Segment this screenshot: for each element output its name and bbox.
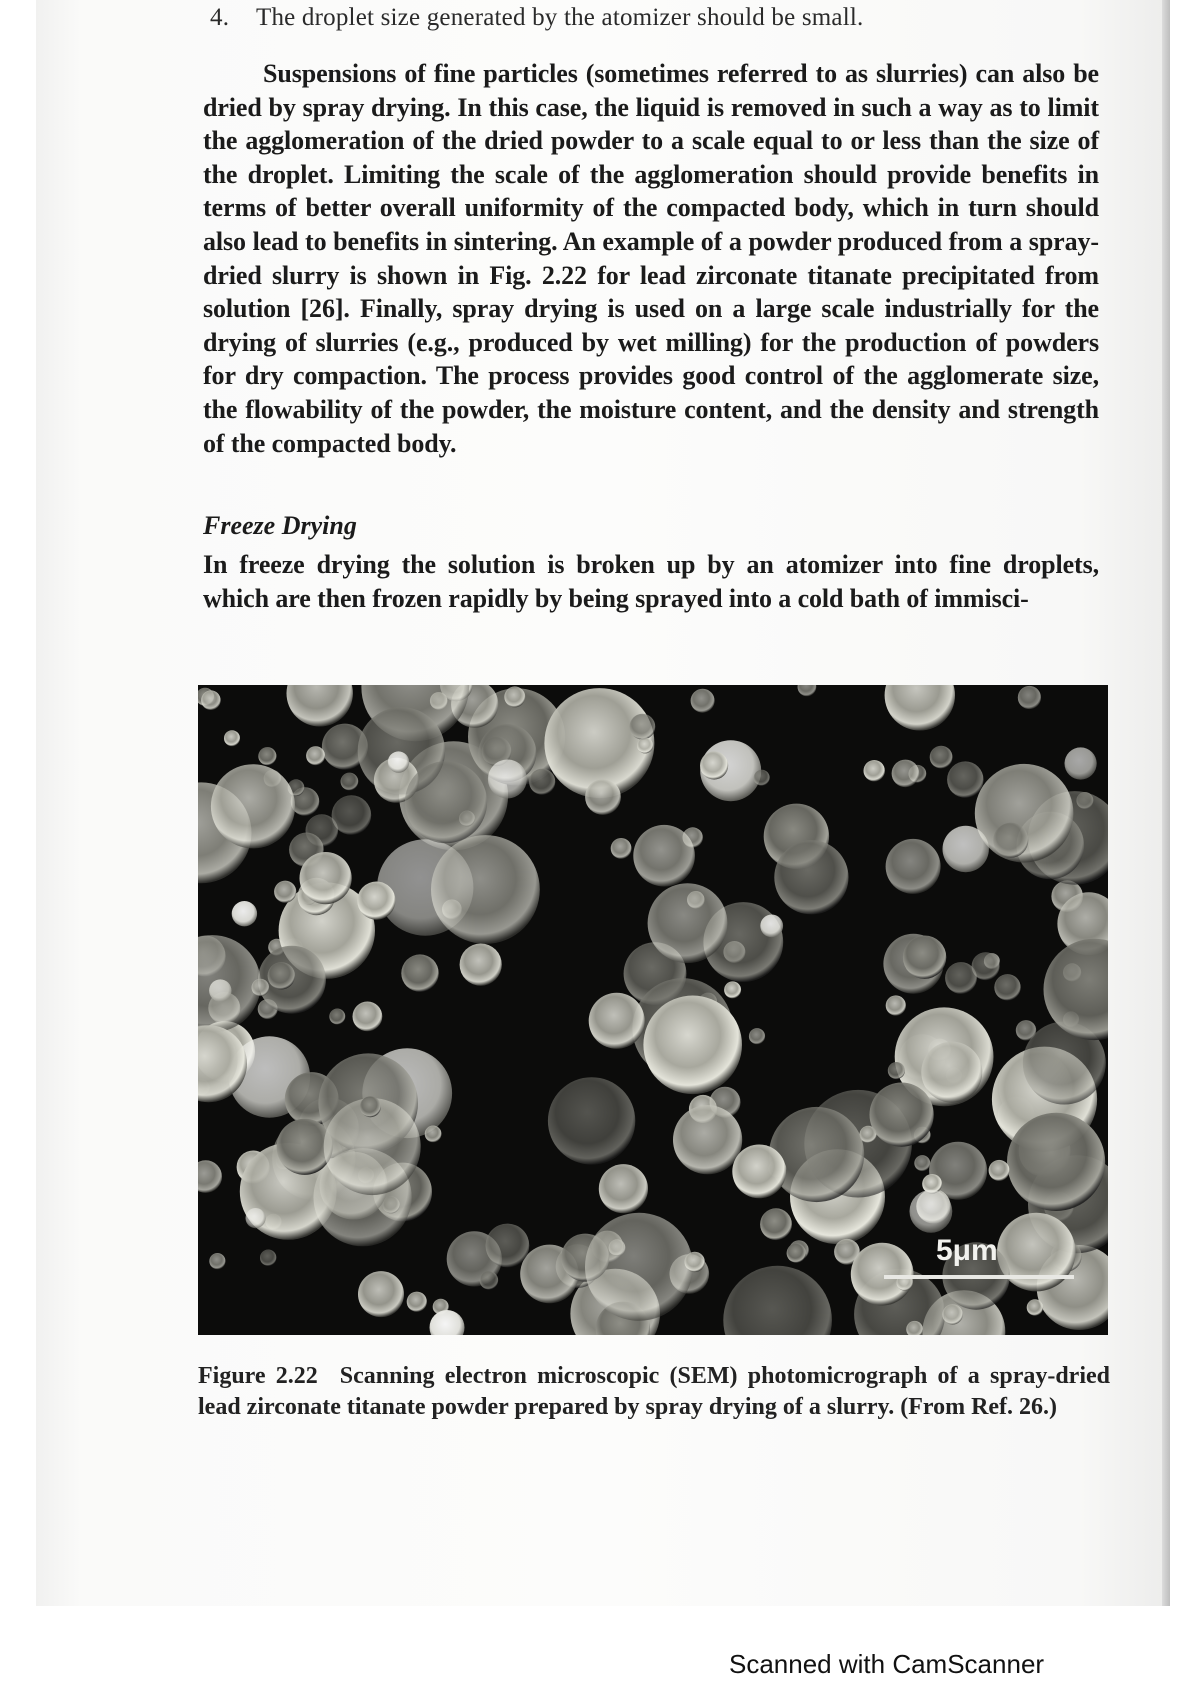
sem-particle [274, 881, 296, 903]
scale-bar-line [884, 1275, 1074, 1279]
sem-particle [405, 761, 487, 843]
sem-particle [760, 915, 783, 938]
sem-particle [611, 838, 632, 859]
sem-particle [486, 1224, 530, 1268]
page-edge-shadow [1162, 0, 1170, 1606]
sem-particle [760, 1208, 792, 1240]
sem-particle [942, 1304, 963, 1325]
sem-particle [870, 1083, 934, 1147]
sem-particle [407, 1292, 427, 1312]
sem-particle [673, 1105, 742, 1174]
sem-particle [211, 764, 295, 848]
sem-particle [1027, 1299, 1043, 1315]
sem-particle [947, 761, 983, 797]
sem-particle [258, 747, 276, 765]
sem-particle [994, 974, 1020, 1000]
sem-particle [700, 751, 728, 779]
sem-particle [930, 746, 953, 769]
sem-particle [260, 1250, 276, 1266]
paragraph-spray-drying-slurries: Suspensions of fine particles (sometimes referred to as slurries) can also be dried by spray drying. In this case, the liquid is removed in such a way as to limit the agglomeration of the dried powder to a scale equal to or less than the size of the droplet. Limiting the scale of the agglomeration should provide benefits in terms of better overall uniformity of the compacted body, which in turn should also lead to benefits in sintering. An example of a powder produced from a spray-dried slurry is shown in Fig. 2.22 for lead zirconate titanate precipitated from solution [26]. Finally, spray drying is used on a large scale industrially for the drying of slurries (e.g., produced by wet milling) for the production of powders for dry compaction. The process provides good control of the agglomerate size, the flowability of the powder, the moisture content, and the density and strength of the compacted body. [203, 59, 1099, 458]
sem-particle [732, 1145, 786, 1199]
sem-particle [504, 686, 525, 707]
sem-particle [989, 1160, 1010, 1181]
sem-particle [972, 952, 1000, 980]
sem-particle [329, 1009, 345, 1025]
sem-particle [749, 1028, 765, 1044]
sem-particle [529, 769, 555, 795]
sem-particle [724, 981, 741, 998]
sem-particle [637, 738, 653, 754]
sem-particle [633, 825, 695, 887]
sem-particle [886, 995, 906, 1015]
sem-particle [1007, 1113, 1105, 1211]
sem-particle [268, 962, 295, 989]
list-item-text: The droplet size generated by the atomizer should be small. [256, 4, 864, 31]
sem-particle [630, 714, 656, 740]
sem-particle [892, 760, 920, 788]
sem-particle [888, 1062, 905, 1079]
sem-particle [599, 1164, 648, 1213]
sem-particle [246, 1208, 266, 1228]
sem-particle [754, 770, 770, 786]
sem-particle [300, 852, 352, 904]
camscanner-watermark: Scanned with CamScanner [729, 1649, 1045, 1679]
sem-particle [774, 840, 848, 914]
section-heading-freeze-drying: Freeze Drying [203, 511, 357, 540]
sem-particle [353, 1002, 383, 1032]
sem-particle [306, 746, 325, 765]
sem-particle [685, 1252, 705, 1272]
sem-image [198, 685, 1108, 1335]
scale-bar-label: 5μm [936, 1234, 998, 1267]
sem-particle [360, 1096, 381, 1117]
sem-particle [864, 760, 885, 781]
sem-particle [993, 823, 1028, 858]
figure-label: Figure 2.22 [198, 1363, 318, 1389]
sem-particle [401, 954, 438, 991]
sem-particle [388, 751, 409, 772]
sem-particle [209, 1253, 225, 1269]
sem-photomicrograph [198, 685, 1108, 1335]
sem-particle [332, 795, 372, 835]
sem-particle [480, 1271, 499, 1290]
sem-particle [691, 689, 715, 713]
sem-particle [201, 690, 221, 710]
sem-particle [1018, 686, 1041, 709]
list-item-4 [210, 4, 863, 32]
sem-particle [643, 996, 742, 1095]
figure-caption-text: Scanning electron microscopic (SEM) photomicrograph of a spray-dried lead zirconate titanate powder prepared by spray drying of a slurry. (From Ref. 26.) [198, 1363, 1111, 1420]
sem-particle [224, 730, 240, 746]
sem-particle [910, 1190, 953, 1233]
sem-particle [358, 1271, 404, 1317]
sem-particle [585, 1213, 693, 1321]
sem-particle [341, 773, 359, 791]
sem-particle [851, 1243, 914, 1306]
sem-particle [589, 993, 645, 1049]
sem-particle [787, 1243, 806, 1262]
sem-particle [921, 1042, 982, 1103]
sem-particle [585, 779, 621, 815]
list-item-number: 4. [210, 4, 230, 31]
sem-particle [914, 1155, 930, 1171]
sem-particle [886, 839, 941, 894]
figure-caption [198, 1361, 1110, 1423]
paragraph-freeze-drying: In freeze drying the solution is broken up by an atomizer into fine droplets, which are then frozen rapidly by being sprayed into a cold bath of immisci- [203, 550, 1099, 613]
sem-particle [488, 760, 527, 799]
sem-particle [769, 1107, 864, 1202]
sem-particle [548, 1077, 635, 1164]
sem-particle [460, 944, 502, 986]
sem-particle [648, 883, 728, 963]
sem-particle [903, 936, 946, 979]
sem-particle [431, 835, 540, 944]
sem-particle [357, 882, 395, 920]
sem-particle [425, 1126, 442, 1143]
sem-particle [252, 979, 270, 997]
sem-particle [232, 901, 257, 926]
sem-particle [1065, 747, 1097, 779]
